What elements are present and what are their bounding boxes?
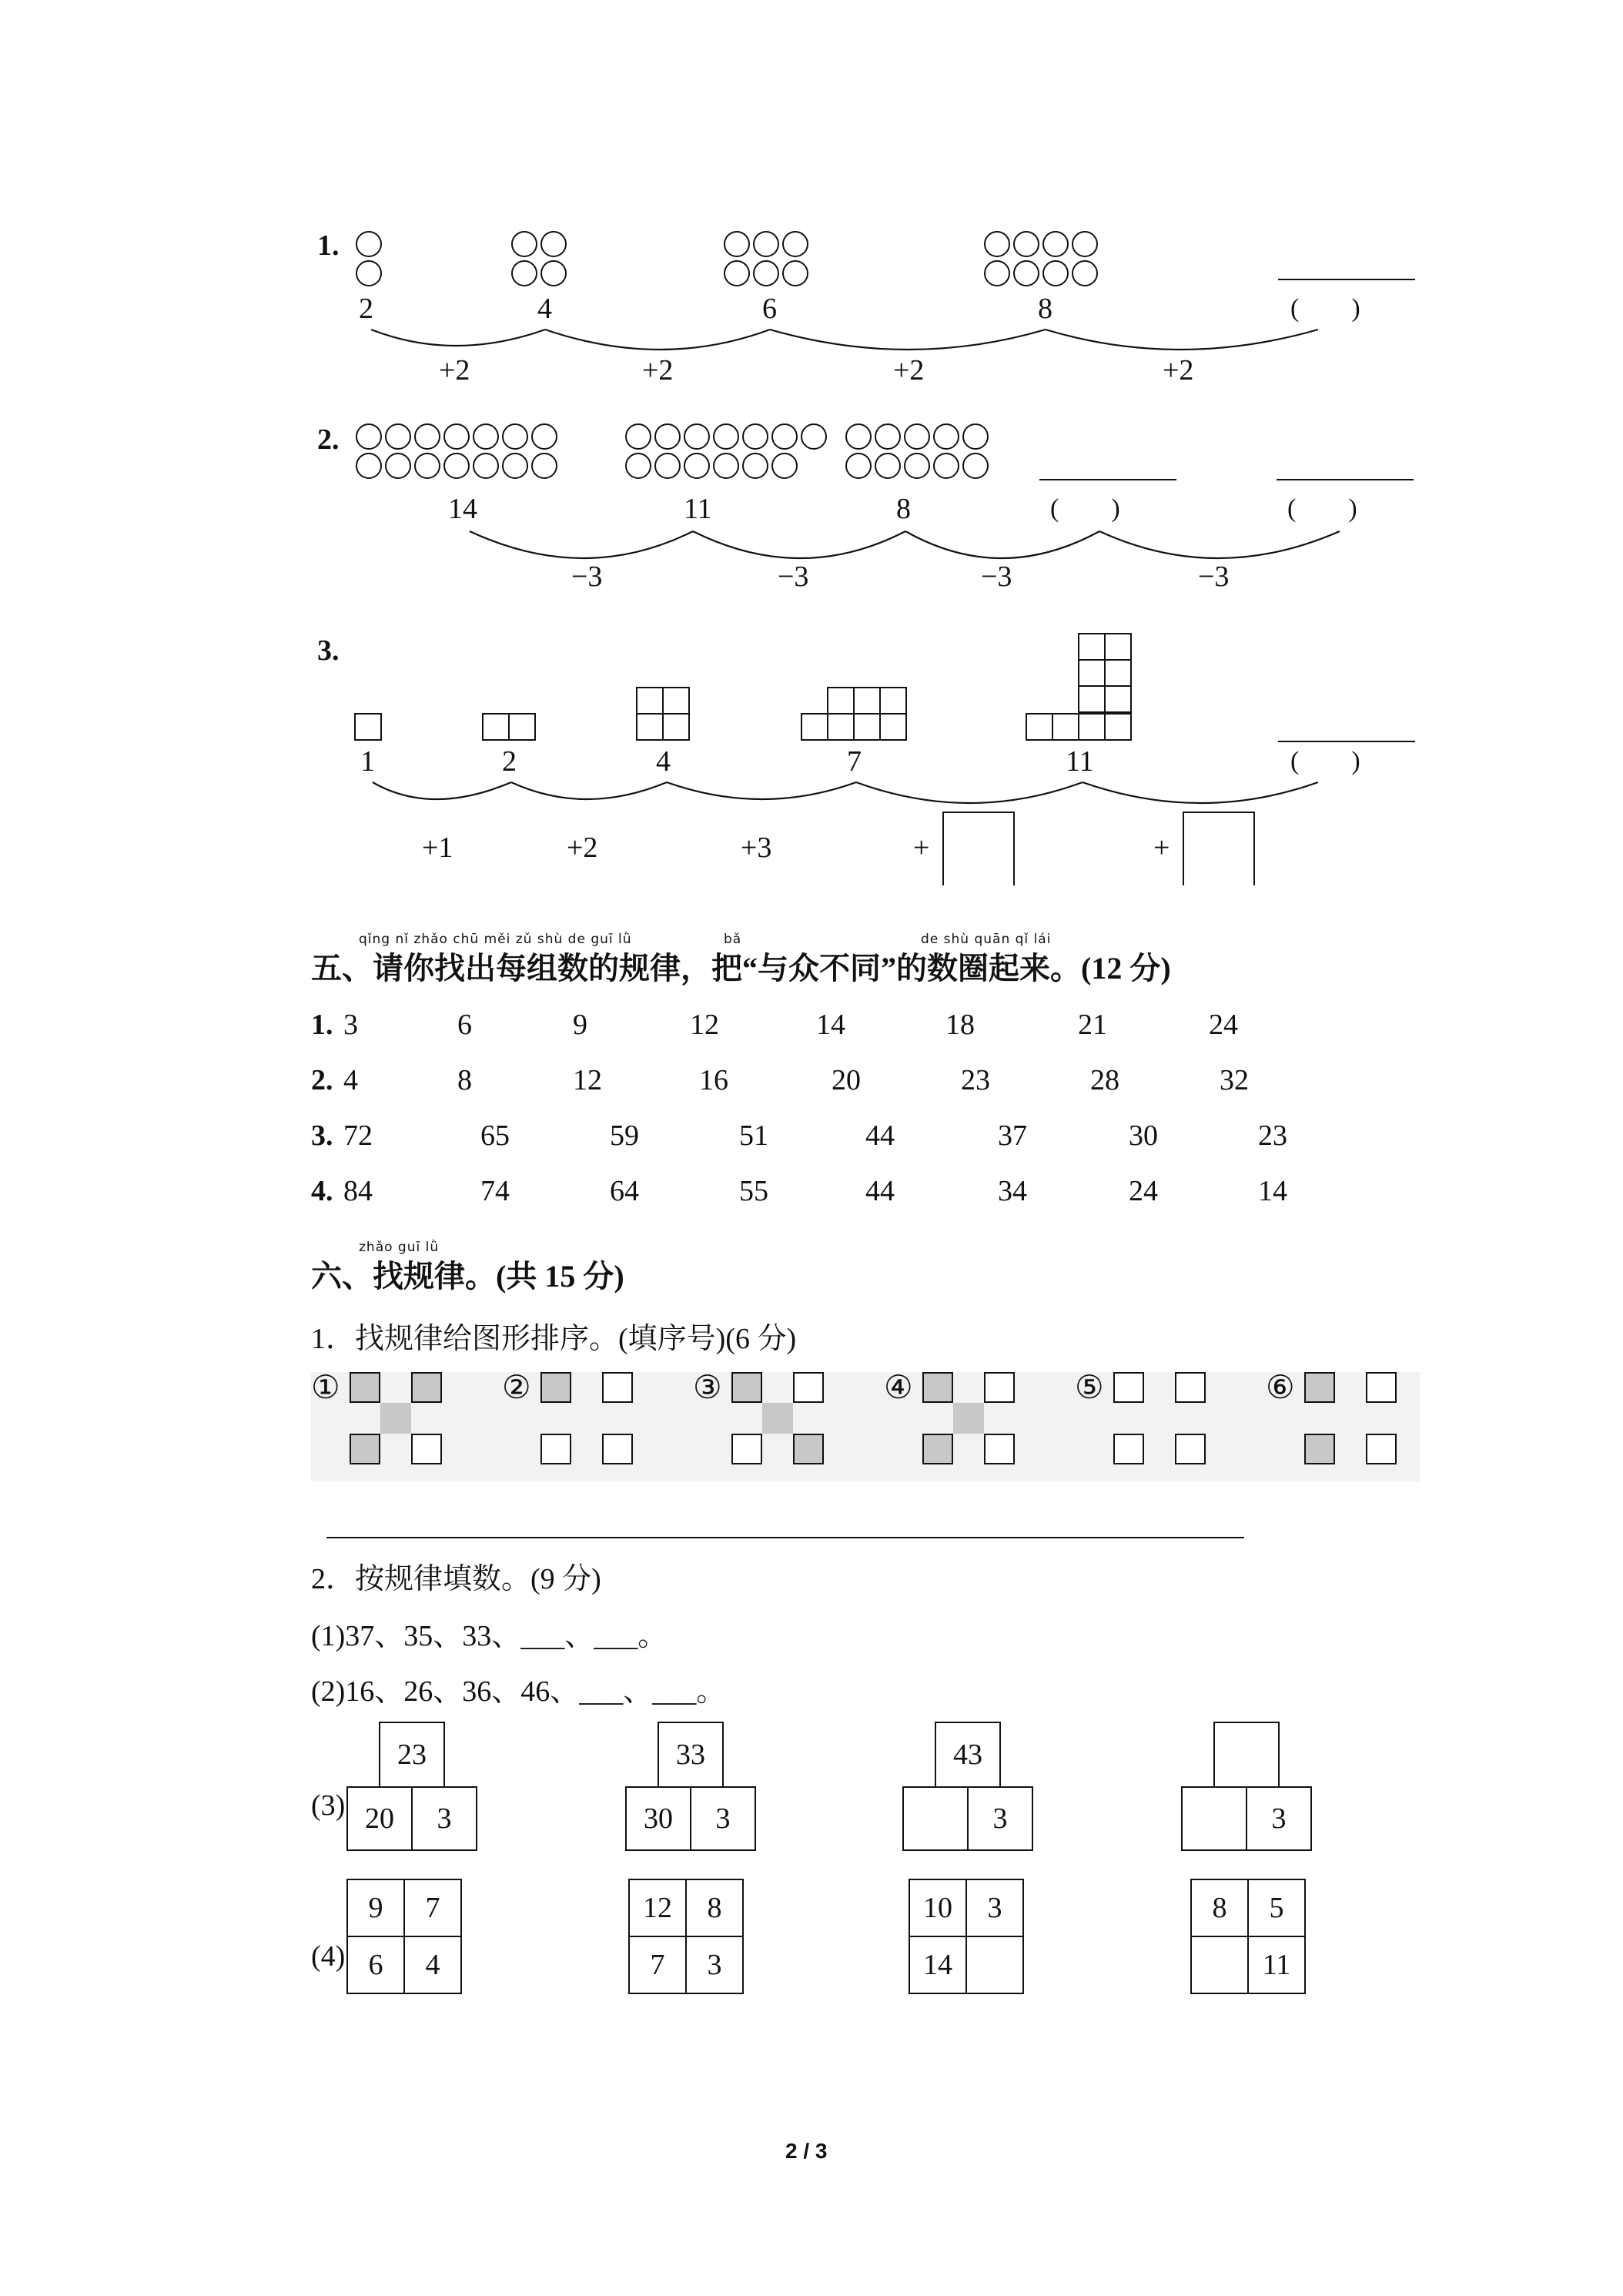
row-number[interactable]: 12 bbox=[573, 1064, 602, 1096]
row-number[interactable]: 32 bbox=[1220, 1064, 1249, 1096]
shape-cell bbox=[540, 1434, 571, 1464]
row-number[interactable]: 14 bbox=[816, 1009, 845, 1041]
step-label: −3 bbox=[571, 561, 603, 593]
row-number[interactable]: 59 bbox=[610, 1120, 639, 1152]
grid-cell: 3 bbox=[965, 1879, 1024, 1937]
tower-top[interactable] bbox=[1213, 1722, 1280, 1788]
page-number: 2 / 3 bbox=[785, 2139, 828, 2163]
pinyin: qǐng nǐ zhǎo chū měi zǔ shù de guī lǜ bbox=[359, 932, 632, 947]
shape-center bbox=[1144, 1403, 1175, 1434]
grid-cell: 7 bbox=[628, 1936, 687, 1994]
shape-cell bbox=[1366, 1372, 1397, 1403]
pinyin: de shù quān qǐ lái bbox=[921, 932, 1052, 947]
answer-blank[interactable]: ( ) bbox=[1287, 494, 1357, 523]
seq-number: 6 bbox=[762, 293, 777, 325]
grid-cell: 5 bbox=[1247, 1879, 1306, 1937]
tower-right: 3 bbox=[967, 1786, 1033, 1851]
answer-blank[interactable]: ( ) bbox=[1290, 747, 1360, 775]
seq-number: 2 bbox=[502, 745, 517, 778]
shape-cell bbox=[411, 1434, 442, 1464]
row-number[interactable]: 6 bbox=[457, 1009, 472, 1041]
step-label: +2 bbox=[893, 354, 925, 387]
shape-cell bbox=[1175, 1372, 1206, 1403]
section-title: 五、请你找出每组数的规律，把“与众不同”的数圈起来。(12 分) bbox=[311, 951, 1171, 986]
shape-label: ③ bbox=[693, 1371, 722, 1406]
row-label: 2. bbox=[311, 1064, 333, 1096]
seq3-label: 3. bbox=[317, 634, 340, 667]
tower-top: 33 bbox=[658, 1722, 724, 1788]
row-number[interactable]: 14 bbox=[1258, 1175, 1287, 1207]
shape-cell bbox=[731, 1372, 762, 1403]
row-number[interactable]: 12 bbox=[690, 1009, 719, 1041]
seq-number: 4 bbox=[656, 745, 671, 778]
row-number[interactable]: 84 bbox=[343, 1175, 373, 1207]
row-number[interactable]: 16 bbox=[699, 1064, 728, 1096]
shape-cell bbox=[1304, 1372, 1335, 1403]
row-number[interactable]: 24 bbox=[1209, 1009, 1238, 1041]
shape-center bbox=[380, 1403, 411, 1434]
grid-cell: 4 bbox=[403, 1936, 462, 1994]
tower-right: 3 bbox=[1246, 1786, 1312, 1851]
step-label: −3 bbox=[981, 561, 1012, 593]
grid-cell: 9 bbox=[346, 1879, 405, 1937]
sequence-arcs bbox=[0, 0, 1623, 924]
seq-number: 14 bbox=[448, 493, 477, 525]
grid-cell[interactable] bbox=[1190, 1936, 1249, 1994]
step-label: +2 bbox=[1163, 354, 1194, 387]
row-number[interactable]: 24 bbox=[1129, 1175, 1158, 1207]
section-title: 六、找规律。(共 15 分) bbox=[311, 1259, 624, 1294]
row-number[interactable]: 23 bbox=[1258, 1120, 1287, 1152]
answer-line[interactable] bbox=[326, 1537, 1244, 1538]
shape-label: ① bbox=[311, 1371, 340, 1406]
seq-number: 2 bbox=[359, 293, 373, 325]
row-label: 1. bbox=[311, 1009, 333, 1041]
answer-blank[interactable]: ( ) bbox=[1050, 494, 1120, 523]
row-number[interactable]: 44 bbox=[865, 1120, 895, 1152]
grid-cell: 8 bbox=[1190, 1879, 1249, 1937]
shape-cell bbox=[350, 1434, 380, 1464]
shape-center bbox=[762, 1403, 793, 1434]
shape-center bbox=[953, 1403, 984, 1434]
shape-cell bbox=[984, 1434, 1015, 1464]
shape-cell bbox=[1113, 1372, 1144, 1403]
grid-cell: 3 bbox=[685, 1936, 744, 1994]
step-label: +2 bbox=[642, 354, 674, 387]
seq1-label: 1. bbox=[317, 229, 340, 262]
row-number[interactable]: 4 bbox=[343, 1064, 358, 1096]
row-number[interactable]: 20 bbox=[832, 1064, 861, 1096]
answer-blank[interactable]: ( ) bbox=[1290, 294, 1360, 323]
question-2-2: (2)16、26、36、46、___、___。 bbox=[311, 1675, 726, 1708]
row-number[interactable]: 55 bbox=[739, 1175, 768, 1207]
seq-number: 11 bbox=[684, 493, 712, 525]
shape-cell bbox=[1366, 1434, 1397, 1464]
question-2: 2．按规律填数。(9 分) bbox=[311, 1563, 601, 1595]
grid-cell: 6 bbox=[346, 1936, 405, 1994]
seq-number: 7 bbox=[847, 745, 862, 778]
row-number[interactable]: 28 bbox=[1090, 1064, 1119, 1096]
shapes-strip bbox=[311, 1372, 1420, 1481]
row-number[interactable]: 34 bbox=[998, 1175, 1027, 1207]
tower-right: 3 bbox=[690, 1786, 756, 1851]
shape-cell bbox=[1113, 1434, 1144, 1464]
seq2-label: 2. bbox=[317, 423, 340, 456]
row-number[interactable]: 8 bbox=[457, 1064, 472, 1096]
shape-cell bbox=[984, 1372, 1015, 1403]
row-number[interactable]: 74 bbox=[480, 1175, 510, 1207]
grid-cell: 14 bbox=[909, 1936, 967, 1994]
row-number[interactable]: 30 bbox=[1129, 1120, 1158, 1152]
seq-number: 1 bbox=[360, 745, 375, 778]
question-2-4-label: (4) bbox=[311, 1940, 346, 1973]
tower-left: 30 bbox=[625, 1786, 691, 1851]
row-number[interactable]: 23 bbox=[961, 1064, 990, 1096]
shape-cell bbox=[411, 1372, 442, 1403]
row-number[interactable]: 18 bbox=[945, 1009, 975, 1041]
tower-left: 20 bbox=[346, 1786, 413, 1851]
shape-cell bbox=[540, 1372, 571, 1403]
row-number[interactable]: 21 bbox=[1078, 1009, 1107, 1041]
shape-cell bbox=[731, 1434, 762, 1464]
shape-label: ④ bbox=[884, 1371, 913, 1406]
seq-number: 8 bbox=[896, 493, 911, 525]
tower-left[interactable] bbox=[1181, 1786, 1247, 1851]
row-number[interactable]: 3 bbox=[343, 1009, 358, 1041]
tower-left[interactable] bbox=[902, 1786, 969, 1851]
row-number[interactable]: 64 bbox=[610, 1175, 639, 1207]
grid-cell: 8 bbox=[685, 1879, 744, 1937]
row-number[interactable]: 72 bbox=[343, 1120, 373, 1152]
row-label: 4. bbox=[311, 1175, 333, 1207]
grid-cell[interactable] bbox=[965, 1936, 1024, 1994]
shape-cell bbox=[793, 1372, 824, 1403]
step-label: −3 bbox=[778, 561, 809, 593]
row-number[interactable]: 44 bbox=[865, 1175, 895, 1207]
shape-center bbox=[1335, 1403, 1366, 1434]
tower-top: 43 bbox=[935, 1722, 1001, 1788]
seq-number: 8 bbox=[1038, 293, 1052, 325]
seq-number: 11 bbox=[1066, 745, 1094, 778]
grid-cell: 7 bbox=[403, 1879, 462, 1937]
seq-number: 4 bbox=[537, 293, 552, 325]
shape-cell bbox=[350, 1372, 380, 1403]
step-label: +3 bbox=[741, 832, 772, 864]
row-number[interactable]: 51 bbox=[739, 1120, 768, 1152]
grid-cell: 12 bbox=[628, 1879, 687, 1937]
row-number[interactable]: 9 bbox=[573, 1009, 587, 1041]
shape-label: ⑤ bbox=[1075, 1371, 1104, 1406]
shape-cell bbox=[922, 1372, 953, 1403]
step-label: −3 bbox=[1198, 561, 1230, 593]
grid-cell: 11 bbox=[1247, 1936, 1306, 1994]
question-1: 1．找规律给图形排序。(填序号)(6 分) bbox=[311, 1323, 797, 1355]
step-label: + bbox=[913, 832, 930, 864]
row-number[interactable]: 37 bbox=[998, 1120, 1027, 1152]
question-2-1: (1)37、35、33、___、___。 bbox=[311, 1620, 668, 1652]
shape-cell bbox=[1304, 1434, 1335, 1464]
tower-right: 3 bbox=[411, 1786, 477, 1851]
pinyin: zhǎo guī lǜ bbox=[359, 1240, 440, 1255]
shape-label: ② bbox=[502, 1371, 531, 1406]
pinyin: bǎ bbox=[724, 932, 742, 947]
row-number[interactable]: 65 bbox=[480, 1120, 510, 1152]
step-label: + bbox=[1153, 832, 1170, 864]
step-label: +2 bbox=[439, 354, 470, 387]
shape-cell bbox=[1175, 1434, 1206, 1464]
shape-cell bbox=[793, 1434, 824, 1464]
tower-top: 23 bbox=[379, 1722, 445, 1788]
step-label: +2 bbox=[567, 832, 598, 864]
row-label: 3. bbox=[311, 1120, 333, 1152]
shape-label: ⑥ bbox=[1266, 1371, 1295, 1406]
shape-cell bbox=[602, 1372, 633, 1403]
shape-cell bbox=[602, 1434, 633, 1464]
step-label: +1 bbox=[422, 832, 453, 864]
grid-cell: 10 bbox=[909, 1879, 967, 1937]
question-2-3-label: (3) bbox=[311, 1789, 346, 1822]
shape-cell bbox=[922, 1434, 953, 1464]
shape-center bbox=[571, 1403, 602, 1434]
